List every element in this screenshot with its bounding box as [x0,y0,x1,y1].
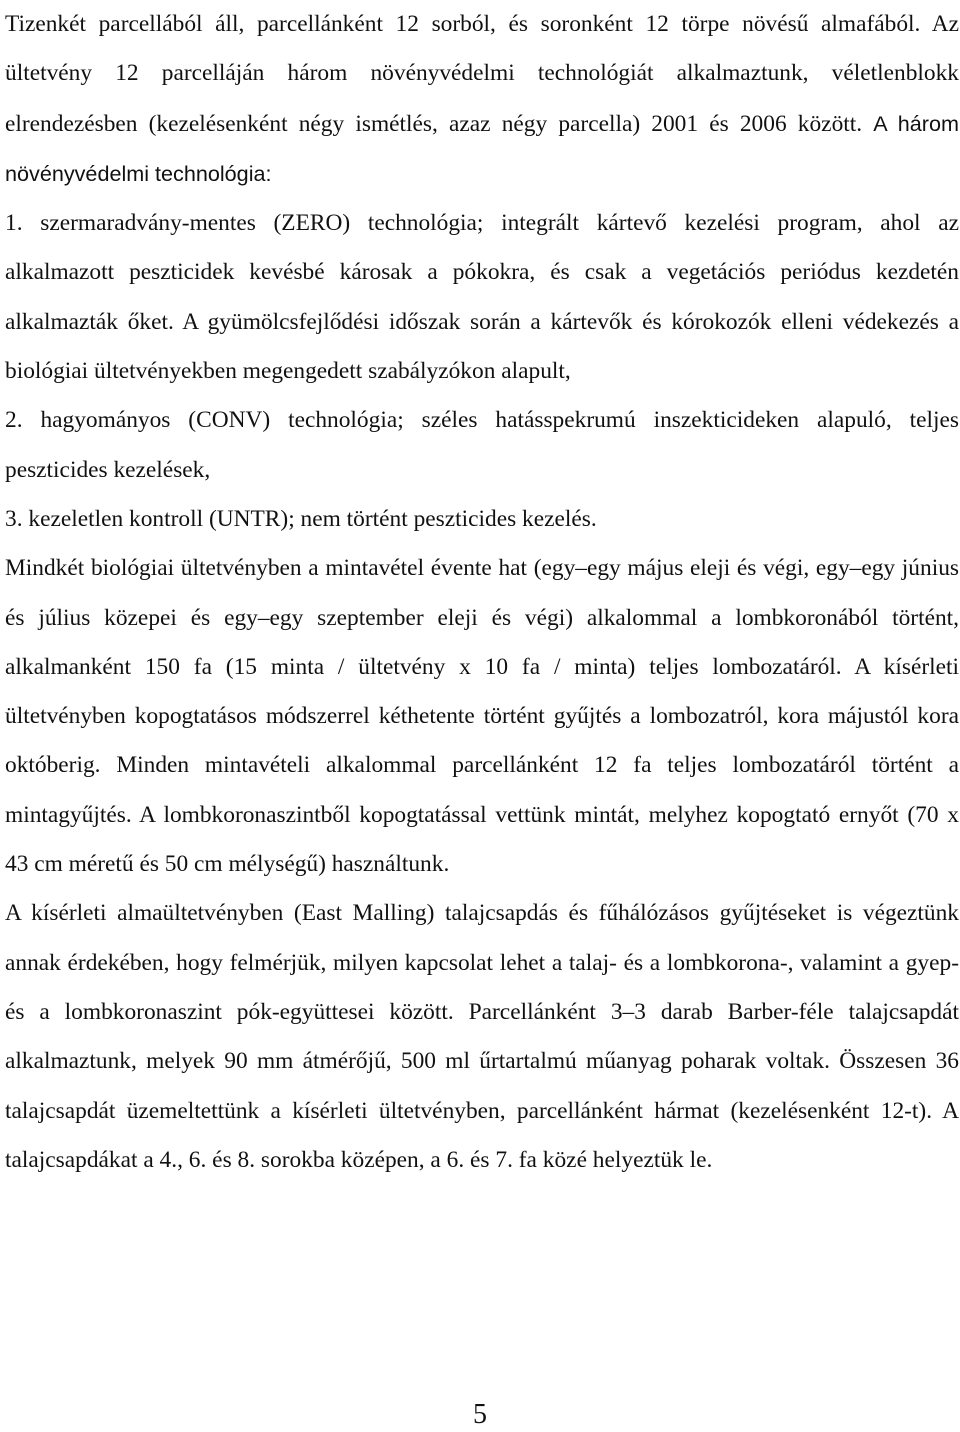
paragraph-intro-text: Tizenkét parcellából áll, parcellánként 12 sorból, és soronként 12 törpe növésű almafából. Az ültetvény 12 parcelláján három növényvédelmi technológiát alkalmaztunk, véletlenblokk elrendezésben (kezelésenként négy ismétlés, azaz négy parcella) 2001 és 2006 között. [5,11,959,137]
paragraph-sampling: Mindkét biológiai ültetvényben a mintavétel évente hat (egy–egy május eleji és végi, egy–egy június és július közepei és egy–egy szeptember eleji és végi) alkalommal a lombkoronából történt, alkalmanként 150 fa (15 minta / ültetvény x 10 fa / minta) teljes lombozatáról. A kísérleti ültetvényben kopogtatásos módszerrel kéthetente történt gyűjtés a lombozatról, kora májustól kora októberig. Minden mintavételi alkalommal parcellánként 12 fa teljes lombozatáról történt a mintagyűjtés. A lombkoronaszintből kopogtatással vettünk mintát, melyhez kopogtató ernyőt (70 x 43 cm méretű és 50 cm mélységű) használtunk. [5,555,959,878]
paragraph-pitfall: A kísérleti almaültetvényben (East Malling) talajcsapdás és fűhálózásos gyűjtéseket is végeztünk annak érdekében, hogy felmérjük, milyen kapcsolat lehet a talaj- és a lombkorona-, valamint a gyep- és a lombkoronaszint pók-együttesei között. Parcellánként 3–3 darab Barber-féle talajcsapdát alkalmaztunk, melyek 90 mm átmérőjű, 500 ml űrtartalmú műanyag poharak voltak. Összesen 36 talajcsapdát üzemeltettünk a kísérleti ültetvényben, parcellánként hármat (kezelésenként 12-t). A talajcsapdákat a 4., 6. és 8. sorokba középen, a 6. és 7. fa közé helyeztük le. [5,900,959,1173]
list-item-zero: 1. szermaradvány-mentes (ZERO) technológia; integrált kártevő kezelési program, ahol az alkalmazott peszticidek kevésbé károsak a pókokra, és csak a vegetációs periódus kezdetén alkalmazták őket. A gyümölcsfejlődési időszak során a kártevők és kórokozók elleni védekezés a biológiai ültetvényekben megengedett szabályzókon alapult, [5,210,959,385]
page-number: 5 [473,1399,487,1430]
document-body [5,0,959,1185]
list-item-untr: 3. kezeletlen kontroll (UNTR); nem történt peszticides kezelés. [5,505,597,532]
paragraph-intro [5,0,959,199]
list-item-conv: 2. hagyományos (CONV) technológia; széles hatásspekrumú inszekticideken alapuló, teljes peszticides kezelések, [5,407,959,483]
technology-list-heading: A három növényvédelmi technológia: [5,110,959,186]
